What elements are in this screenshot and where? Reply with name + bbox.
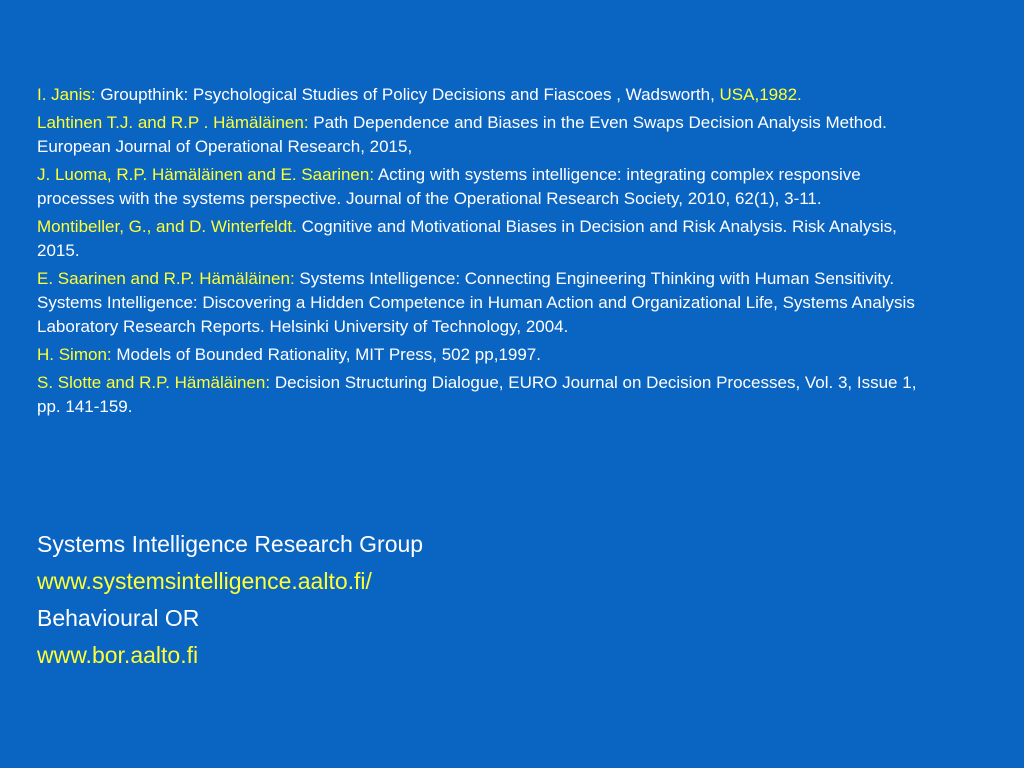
reference-text: Path Dependence and Biases in the Even Swaps Decision Analysis Method. European Journal of Operational Research, 2015,: [37, 113, 887, 156]
reference-item: [37, 83, 917, 107]
reference-authors: J. Luoma, R.P. Hämäläinen and E. Saarinen:: [37, 165, 375, 184]
reference-authors: Lahtinen T.J. and R.P . Hämäläinen:: [37, 113, 309, 132]
reference-text: Cognitive and Motivational Biases in Decision and Risk Analysis. Risk Analysis, 2015.: [37, 217, 897, 260]
bor-name: Behavioural OR: [37, 605, 200, 631]
reference-authors: E. Saarinen and R.P. Hämäläinen:: [37, 269, 295, 288]
reference-authors-tail: USA,1982.: [719, 85, 802, 104]
reference-text: Acting with systems intelligence: integrating complex responsive processes with the systems perspective. Journal of the Operational Research Society, 2010, 62(1), 3-11.: [37, 165, 861, 208]
reference-text: Groupthink: Psychological Studies of Policy Decisions and Fiascoes , Wadsworth,: [95, 85, 720, 104]
reference-item: [37, 163, 917, 211]
reference-item: [37, 111, 917, 159]
reference-text: Systems Intelligence: Connecting Engineering Thinking with Human Sensitivity. Systems Intelligence: Discovering a Hidden Competence in Human Action and Organizational Life, Systems Analysis Laboratory Research Reports. Helsinki University of Technology, 2004.: [37, 269, 915, 336]
reference-list: [37, 83, 917, 423]
reference-authors: I. Janis:: [37, 85, 96, 104]
reference-item: [37, 267, 917, 339]
reference-authors: H. Simon:: [37, 345, 112, 364]
reference-text: Decision Structuring Dialogue, EURO Journal on Decision Processes, Vol. 3, Issue 1, pp. 141-159.: [37, 373, 917, 416]
reference-item: [37, 371, 917, 419]
bor-website-link[interactable]: www.bor.aalto.fi: [37, 642, 199, 668]
group-name: Systems Intelligence Research Group: [37, 531, 424, 557]
reference-item: [37, 215, 917, 263]
group-website-link[interactable]: www.systemsintelligence.aalto.fi/: [37, 568, 372, 594]
reference-item: [37, 343, 917, 367]
reference-text: Models of Bounded Rationality, MIT Press, 502 pp,1997.: [111, 345, 541, 364]
reference-authors: S. Slotte and R.P. Hämäläinen:: [37, 373, 271, 392]
reference-authors: Montibeller, G., and D. Winterfeldt.: [37, 217, 297, 236]
contact-block: [37, 526, 917, 674]
